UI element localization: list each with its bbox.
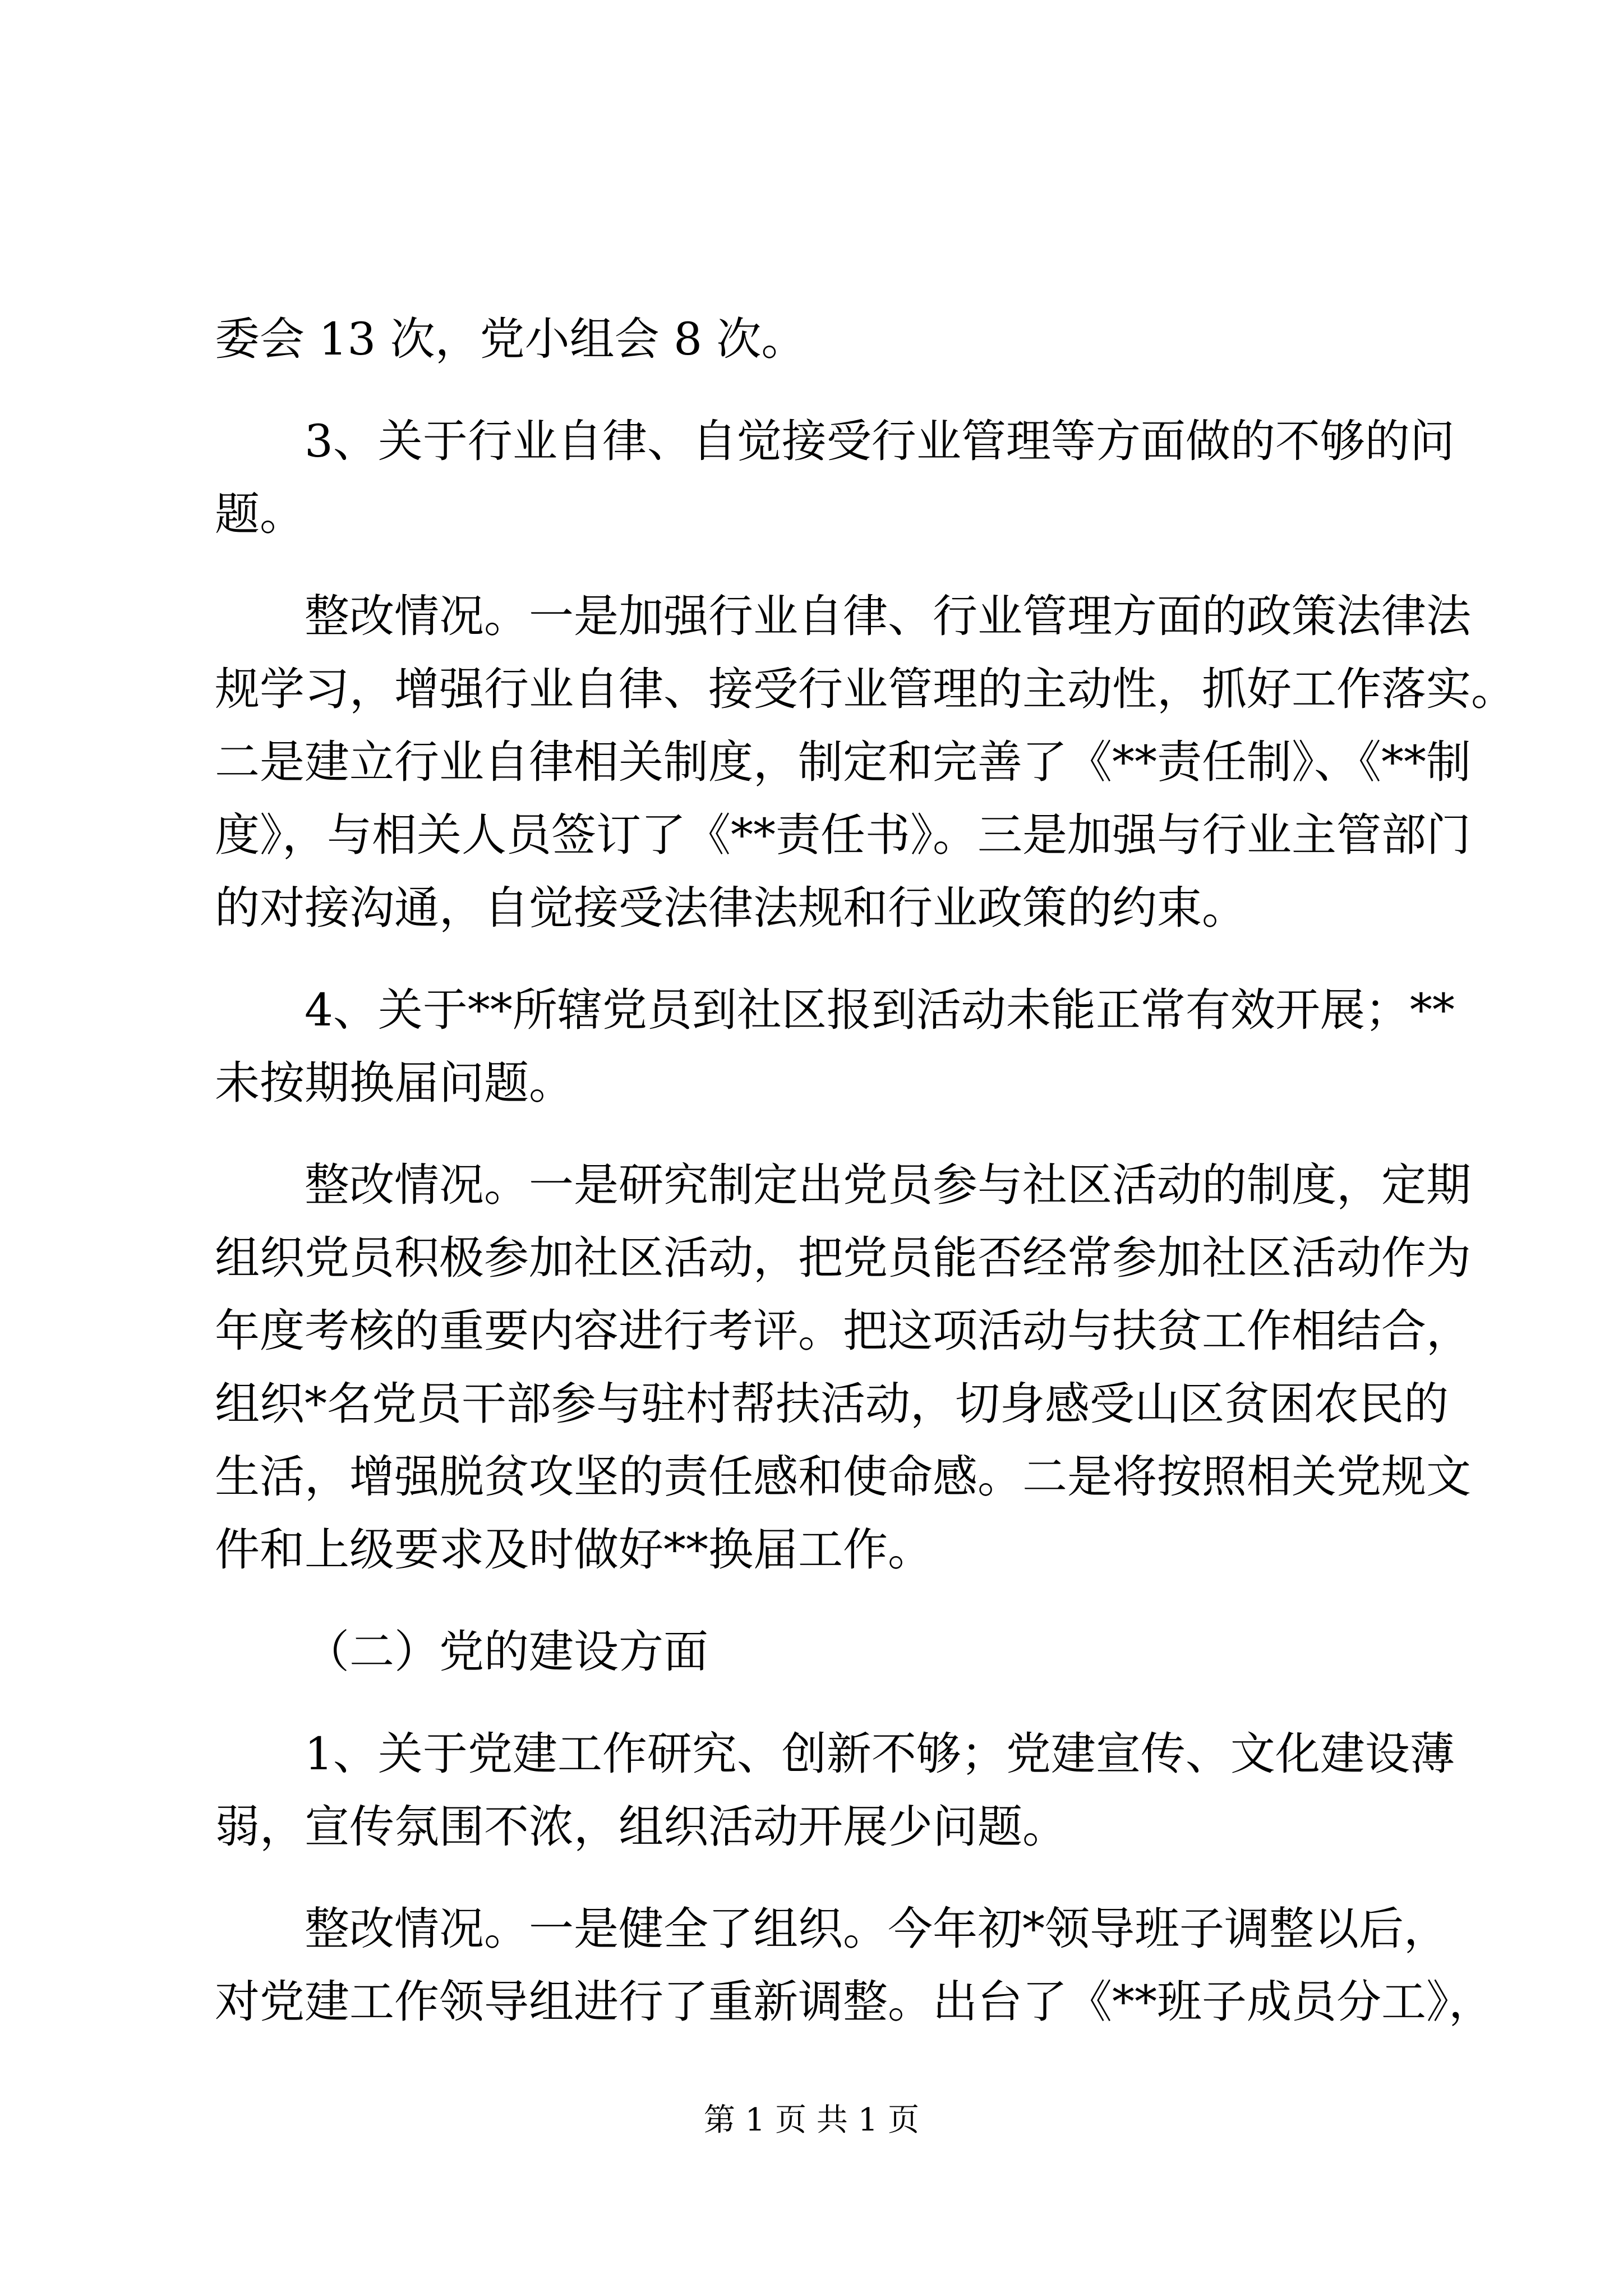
paragraph-line: 弱，宣传氛围不浓，组织活动开展少问题。 — [215, 1801, 1067, 1853]
paragraph-line: 二是建立行业自律相关制度，制定和完善了《**责任制》、《**制 — [215, 736, 1471, 788]
paragraph-line: 组织*名党员干部参与驻村帮扶活动，切身感受山区贫困农民的 — [215, 1378, 1449, 1430]
paragraph-line: 年度考核的重要内容进行考评。把这项活动与扶贫工作相结合， — [215, 1305, 1471, 1357]
paragraph-line: 规学习，增强行业自律、接受行业管理的主动性，抓好工作落实。 — [215, 663, 1516, 715]
section-heading: （二）党的建设方面 — [305, 1626, 708, 1678]
paragraph-line: 整改情况。一是研究制定出党员参与社区活动的制度，定期 — [305, 1159, 1471, 1211]
page-number-footer: 第 1 页 共 1 页 — [703, 2102, 920, 2138]
paragraph-line: 4、关于**所辖党员到社区报到活动未能正常有效开展；** — [305, 984, 1455, 1036]
paragraph-line: 生活，增强脱贫攻坚的责任感和使命感。二是将按照相关党规文 — [215, 1451, 1471, 1503]
paragraph-line: 3、关于行业自律、自觉接受行业管理等方面做的不够的问 — [305, 415, 1455, 467]
paragraph-line: 整改情况。一是加强行业自律、行业管理方面的政策法律法 — [305, 590, 1471, 642]
paragraph-line: 对党建工作领导组进行了重新调整。出台了《**班子成员分工》， — [215, 1976, 1493, 2028]
paragraph-line: 题。 — [215, 488, 305, 540]
paragraph-line: 整改情况。一是健全了组织。今年初*领导班子调整以后， — [305, 1903, 1449, 1955]
document-body — [215, 303, 1516, 2039]
paragraph-line: 组织党员积极参加社区活动，把党员能否经常参加社区活动作为 — [215, 1232, 1471, 1284]
paragraph-line: 的对接沟通，自觉接受法律法规和行业政策的约束。 — [215, 882, 1247, 934]
paragraph-line: 件和上级要求及时做好**换届工作。 — [215, 1524, 933, 1576]
paragraph-line: 度》，与相关人员签订了《**责任书》。三是加强与行业主管部门 — [215, 809, 1471, 861]
paragraph-line: 委会 13 次，党小组会 8 次。 — [215, 313, 806, 365]
paragraph-line: 未按期换届问题。 — [215, 1057, 574, 1109]
paragraph-line: 1、关于党建工作研究、创新不够；党建宣传、文化建设薄 — [305, 1728, 1455, 1780]
